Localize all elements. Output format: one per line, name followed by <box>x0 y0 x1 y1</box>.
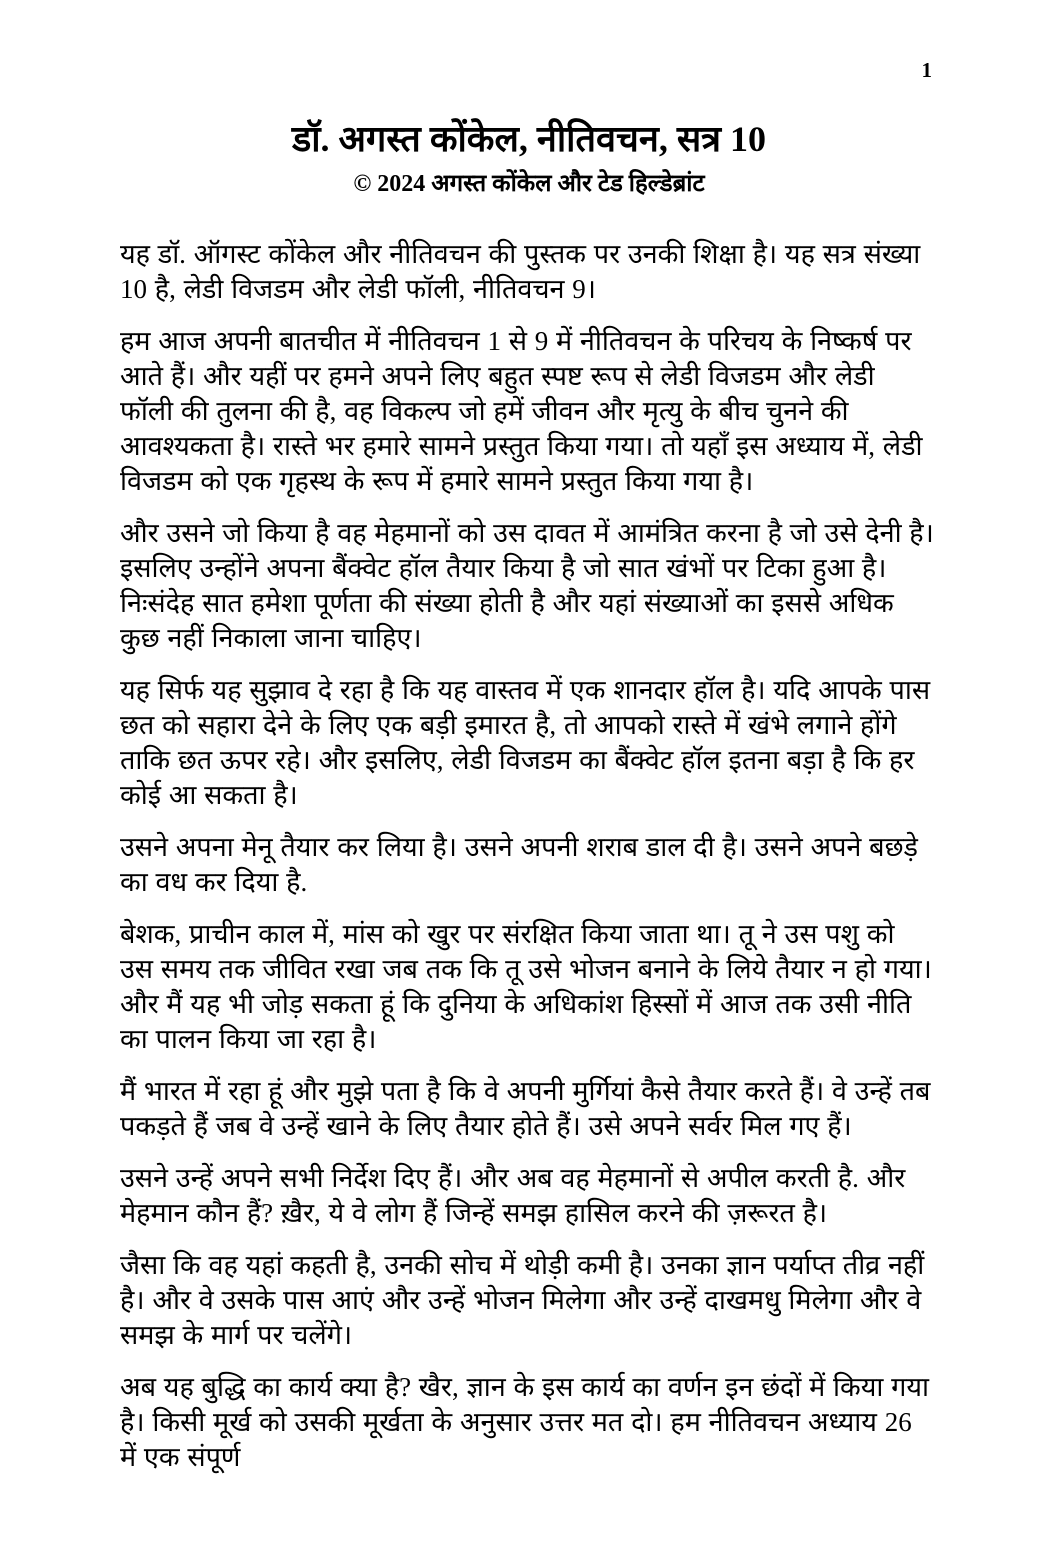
paragraph: बेशक, प्राचीन काल में, मांस को खुर पर संरक्षित किया जाता था। तू ने उस पशु को उस समय तक जीवित रखा जब तक कि तू उसे भोजन बनाने के लिये तैयार न हो गया। और मैं यह भी जोड़ सकता हूं कि दुनिया के अधिकांश हिस्सों में आज तक उसी नीति का पालन किया जा रहा है। <box>120 919 932 1054</box>
paragraph: यह डॉ. ऑगस्ट कोंकेल और नीतिवचन की पुस्तक पर उनकी शिक्षा है। यह सत्र संख्या 10 है, लेडी विजडम और लेडी फॉली, नीतिवचन 9। <box>120 239 921 304</box>
paragraph: उसने उन्हें अपने सभी निर्देश दिए हैं। और अब वह मेहमानों से अपील करती है. और मेहमान कौन हैं? ख़ैर, ये वे लोग हैं जिन्हें समझ हासिल करने की ज़रूरत है। <box>120 1163 906 1228</box>
document-body <box>0 237 1058 1552</box>
paragraph: यह सिर्फ यह सुझाव दे रहा है कि यह वास्तव में एक शानदार हॉल है। यदि आपके पास छत को सहारा देने के लिए एक बड़ी इमारत है, तो आपको रास्ते में खंभे लगाने होंगे ताकि छत ऊपर रहे। और इसलिए, लेडी विजडम का बैंक्वेट हॉल इतना बड़ा है कि हर कोई आ सकता है। <box>120 675 931 810</box>
paragraph: अब यह बुद्धि का कार्य क्या है? खैर, ज्ञान के इस कार्य का वर्णन इन छंदों में किया गया है। किसी मूर्ख को उसकी मूर्खता के अनुसार उत्तर मत दो। हम नीतिवचन अध्याय 26 में एक संपूर्ण <box>120 1372 929 1472</box>
paragraph: जैसा कि वह यहां कहती है, उनकी सोच में थोड़ी कमी है। उनका ज्ञान पर्याप्त तीव्र नहीं है। और वे उसके पास आएं और उन्हें भोजन मिलेगा और उन्हें दाखमधु मिलेगा और वे समझ के मार्ग पर चलेंगे। <box>120 1250 925 1350</box>
paragraph: हम आज अपनी बातचीत में नीतिवचन 1 से 9 में नीतिवचन के परिचय के निष्कर्ष पर आते हैं। और यहीं पर हमने अपने लिए बहुत स्पष्ट रूप से लेडी विजडम और लेडी फॉली की तुलना की है, वह विकल्प जो हमें जीवन और मृत्यु के बीच चुनने की आवश्यकता है। रास्ते भर हमारे सामने प्रस्तुत किया गया। तो यहाँ इस अध्याय में, लेडी विजडम को एक गृहस्थ के रूप में हमारे सामने प्रस्तुत किया गया है। <box>120 326 923 496</box>
paragraph: उसने अपना मेनू तैयार कर लिया है। उसने अपनी शराब डाल दी है। उसने अपने बछड़े का वध कर दिया है. <box>120 832 918 897</box>
document-title: डॉ. अगस्त कोंकेल, नीतिवचन, सत्र 10 <box>291 119 767 159</box>
copyright-line: © 2024 अगस्त कोंकेल और टेड हिल्डेब्रांट <box>353 171 705 197</box>
paragraph: मैं भारत में रहा हूं और मुझे पता है कि वे अपनी मुर्गियां कैसे तैयार करते हैं। वे उन्हें तब पकड़ते हैं जब वे उन्हें खाने के लिए तैयार होते हैं। उसे अपने सर्वर मिल गए हैं। <box>120 1076 931 1141</box>
page-number: 1 <box>921 58 932 82</box>
paragraph: और उसने जो किया है वह मेहमानों को उस दावत में आमंत्रित करना है जो उसे देनी है। इसलिए उन्होंने अपना बैंक्वेट हॉल तैयार किया है जो सात खंभों पर टिका हुआ है। निःसंदेह सात हमेशा पूर्णता की संख्या होती है और यहां संख्याओं का इससे अधिक कुछ नहीं निकाला जाना चाहिए। <box>120 518 934 653</box>
